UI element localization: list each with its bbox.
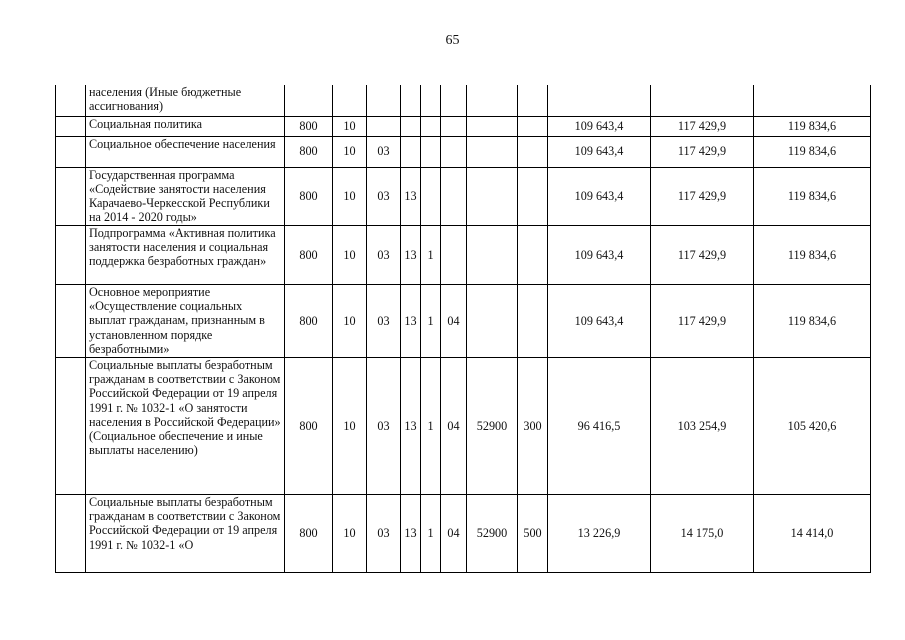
code-cell-code4: 13	[401, 284, 421, 357]
amount-cell-amount2	[651, 85, 754, 116]
code-cell-code6	[441, 225, 467, 284]
table-row	[56, 225, 871, 284]
code-cell-code6: 04	[441, 284, 467, 357]
code-cell-code5: 1	[421, 494, 441, 572]
code-cell-code4: 13	[401, 167, 421, 225]
code-cell-code3: 03	[367, 136, 401, 167]
code-cell-code1: 800	[285, 167, 333, 225]
amount-cell-amount2: 117 429,9	[651, 116, 754, 136]
row-name-cell: Подпрограмма «Активная политика занятости населения и социальная поддержка безработных граждан»	[86, 225, 285, 284]
amount-cell-amount3: 119 834,6	[754, 116, 871, 136]
amount-cell-amount1: 96 416,5	[548, 357, 651, 494]
code-cell-code3	[367, 85, 401, 116]
row-name-cell: Государственная программа «Содействие занятости населения Карачаево-Черкесской Республики на 2014 - 2020 годы»	[86, 167, 285, 225]
code-cell-code1: 800	[285, 225, 333, 284]
code-cell-code5	[421, 136, 441, 167]
table-row	[56, 85, 871, 116]
amount-cell-amount1: 109 643,4	[548, 116, 651, 136]
amount-cell-amount1	[548, 85, 651, 116]
code-cell-code8: 500	[518, 494, 548, 572]
amount-cell-amount3: 119 834,6	[754, 284, 871, 357]
code-cell-code5: 1	[421, 225, 441, 284]
code-cell-code3: 03	[367, 284, 401, 357]
row-name-cell: Социальная политика	[86, 116, 285, 136]
code-cell-code5: 1	[421, 357, 441, 494]
code-cell-code6	[441, 136, 467, 167]
amount-cell-amount2: 103 254,9	[651, 357, 754, 494]
code-cell-code8	[518, 284, 548, 357]
code-cell-code1: 800	[285, 136, 333, 167]
amount-cell-amount3: 119 834,6	[754, 167, 871, 225]
row-index-cell	[56, 284, 86, 357]
code-cell-code3	[367, 116, 401, 136]
code-cell-code3: 03	[367, 494, 401, 572]
amount-cell-amount1: 109 643,4	[548, 167, 651, 225]
code-cell-code1	[285, 85, 333, 116]
row-index-cell	[56, 494, 86, 572]
code-cell-code4: 13	[401, 225, 421, 284]
code-cell-code7	[467, 85, 518, 116]
code-cell-code6: 04	[441, 357, 467, 494]
row-name-cell: Социальные выплаты безработным гражданам в соответствии с Законом Российской Федерации от 19 апреля 1991 г. № 1032-1 «О занятости населения в Российской Федерации» (Социальное обеспечение и иные выплаты населению)	[86, 357, 285, 494]
row-index-cell	[56, 85, 86, 116]
code-cell-code1: 800	[285, 284, 333, 357]
code-cell-code1: 800	[285, 116, 333, 136]
row-name-cell: Социальное обеспечение населения	[86, 136, 285, 167]
amount-cell-amount1: 13 226,9	[548, 494, 651, 572]
table-row	[56, 136, 871, 167]
amount-cell-amount2: 117 429,9	[651, 225, 754, 284]
code-cell-code4	[401, 85, 421, 116]
code-cell-code2: 10	[333, 167, 367, 225]
code-cell-code3: 03	[367, 357, 401, 494]
amount-cell-amount3: 119 834,6	[754, 225, 871, 284]
code-cell-code7: 52900	[467, 357, 518, 494]
code-cell-code3: 03	[367, 167, 401, 225]
code-cell-code7	[467, 136, 518, 167]
code-cell-code8: 300	[518, 357, 548, 494]
code-cell-code7	[467, 116, 518, 136]
code-cell-code6	[441, 116, 467, 136]
amount-cell-amount3: 105 420,6	[754, 357, 871, 494]
row-name-cell: Основное мероприятие «Осуществление социальных выплат гражданам, признанным в установленном порядке безработными»	[86, 284, 285, 357]
code-cell-code3: 03	[367, 225, 401, 284]
code-cell-code8	[518, 136, 548, 167]
amount-cell-amount2: 14 175,0	[651, 494, 754, 572]
amount-cell-amount2: 117 429,9	[651, 167, 754, 225]
row-index-cell	[56, 116, 86, 136]
code-cell-code1: 800	[285, 357, 333, 494]
code-cell-code4	[401, 136, 421, 167]
amount-cell-amount2: 117 429,9	[651, 284, 754, 357]
code-cell-code5	[421, 167, 441, 225]
code-cell-code2: 10	[333, 357, 367, 494]
code-cell-code7	[467, 284, 518, 357]
code-cell-code6	[441, 167, 467, 225]
code-cell-code5	[421, 116, 441, 136]
code-cell-code2: 10	[333, 225, 367, 284]
amount-cell-amount3	[754, 85, 871, 116]
table-row	[56, 284, 871, 357]
code-cell-code2: 10	[333, 136, 367, 167]
code-cell-code2: 10	[333, 494, 367, 572]
table-row	[56, 494, 871, 572]
code-cell-code2: 10	[333, 116, 367, 136]
amount-cell-amount1: 109 643,4	[548, 136, 651, 167]
row-index-cell	[56, 357, 86, 494]
page-number: 65	[445, 33, 460, 48]
code-cell-code7	[467, 167, 518, 225]
table-row	[56, 116, 871, 136]
code-cell-code5: 1	[421, 284, 441, 357]
code-cell-code8	[518, 225, 548, 284]
code-cell-code4	[401, 116, 421, 136]
amount-cell-amount1: 109 643,4	[548, 225, 651, 284]
code-cell-code1: 800	[285, 494, 333, 572]
row-name-cell: населения (Иные бюджетные ассигнования)	[86, 85, 285, 116]
code-cell-code6	[441, 85, 467, 116]
code-cell-code6: 04	[441, 494, 467, 572]
amount-cell-amount1: 109 643,4	[548, 284, 651, 357]
code-cell-code8	[518, 116, 548, 136]
table-row	[56, 167, 871, 225]
row-index-cell	[56, 136, 86, 167]
code-cell-code7: 52900	[467, 494, 518, 572]
row-index-cell	[56, 167, 86, 225]
row-name-cell: Социальные выплаты безработным гражданам в соответствии с Законом Российской Федерации от 19 апреля 1991 г. № 1032-1 «О	[86, 494, 285, 572]
amount-cell-amount3: 119 834,6	[754, 136, 871, 167]
code-cell-code7	[467, 225, 518, 284]
budget-table	[55, 85, 871, 573]
code-cell-code4: 13	[401, 494, 421, 572]
amount-cell-amount2: 117 429,9	[651, 136, 754, 167]
code-cell-code2: 10	[333, 284, 367, 357]
code-cell-code2	[333, 85, 367, 116]
row-index-cell	[56, 225, 86, 284]
code-cell-code8	[518, 167, 548, 225]
table-row	[56, 357, 871, 494]
amount-cell-amount3: 14 414,0	[754, 494, 871, 572]
code-cell-code4: 13	[401, 357, 421, 494]
code-cell-code8	[518, 85, 548, 116]
code-cell-code5	[421, 85, 441, 116]
